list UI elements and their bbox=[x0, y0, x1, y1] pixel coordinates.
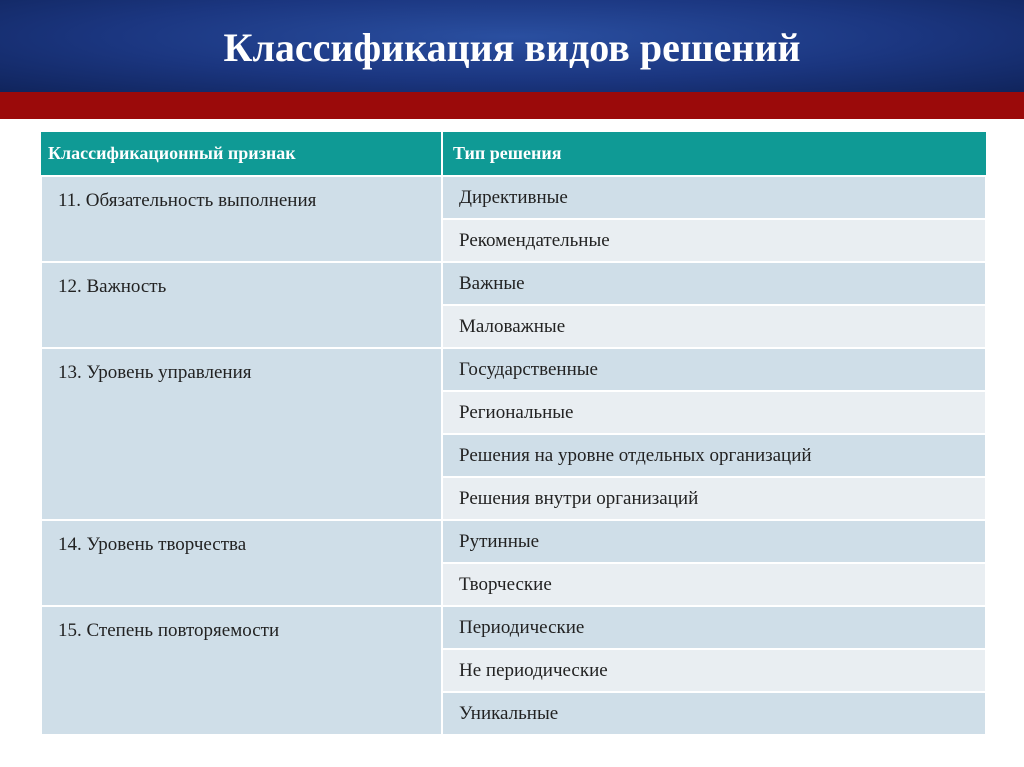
classification-table-container bbox=[40, 132, 985, 736]
classification-table bbox=[40, 132, 987, 736]
table-row bbox=[41, 176, 986, 219]
type-cell: Важные bbox=[442, 262, 986, 305]
type-cell: Решения внутри организаций bbox=[442, 477, 986, 520]
page-title: Классификация видов решений bbox=[223, 25, 801, 70]
type-cell: Уникальные bbox=[442, 692, 986, 735]
table-row bbox=[41, 348, 986, 391]
type-cell: Рекомендательные bbox=[442, 219, 986, 262]
type-cell: Региональные bbox=[442, 391, 986, 434]
table-row bbox=[41, 606, 986, 649]
type-cell: Директивные bbox=[442, 176, 986, 219]
type-cell: Маловажные bbox=[442, 305, 986, 348]
feature-cell: 12. Важность bbox=[41, 262, 442, 348]
header-feature: Классификационный признак bbox=[41, 132, 442, 176]
type-cell: Творческие bbox=[442, 563, 986, 606]
table-row bbox=[41, 520, 986, 563]
feature-cell: 11. Обязательность выполнения bbox=[41, 176, 442, 262]
type-cell: Рутинные bbox=[442, 520, 986, 563]
table-row bbox=[41, 262, 986, 305]
feature-cell: 15. Степень повторяемости bbox=[41, 606, 442, 735]
feature-cell: 13. Уровень управления bbox=[41, 348, 442, 520]
type-cell: Решения на уровне отдельных организаций bbox=[442, 434, 986, 477]
header-type: Тип решения bbox=[442, 132, 986, 176]
feature-cell: 14. Уровень творчества bbox=[41, 520, 442, 606]
table-header-row bbox=[41, 132, 986, 176]
title-banner bbox=[0, 0, 1024, 92]
accent-bar bbox=[0, 92, 1024, 119]
type-cell: Не периодические bbox=[442, 649, 986, 692]
type-cell: Государственные bbox=[442, 348, 986, 391]
type-cell: Периодические bbox=[442, 606, 986, 649]
